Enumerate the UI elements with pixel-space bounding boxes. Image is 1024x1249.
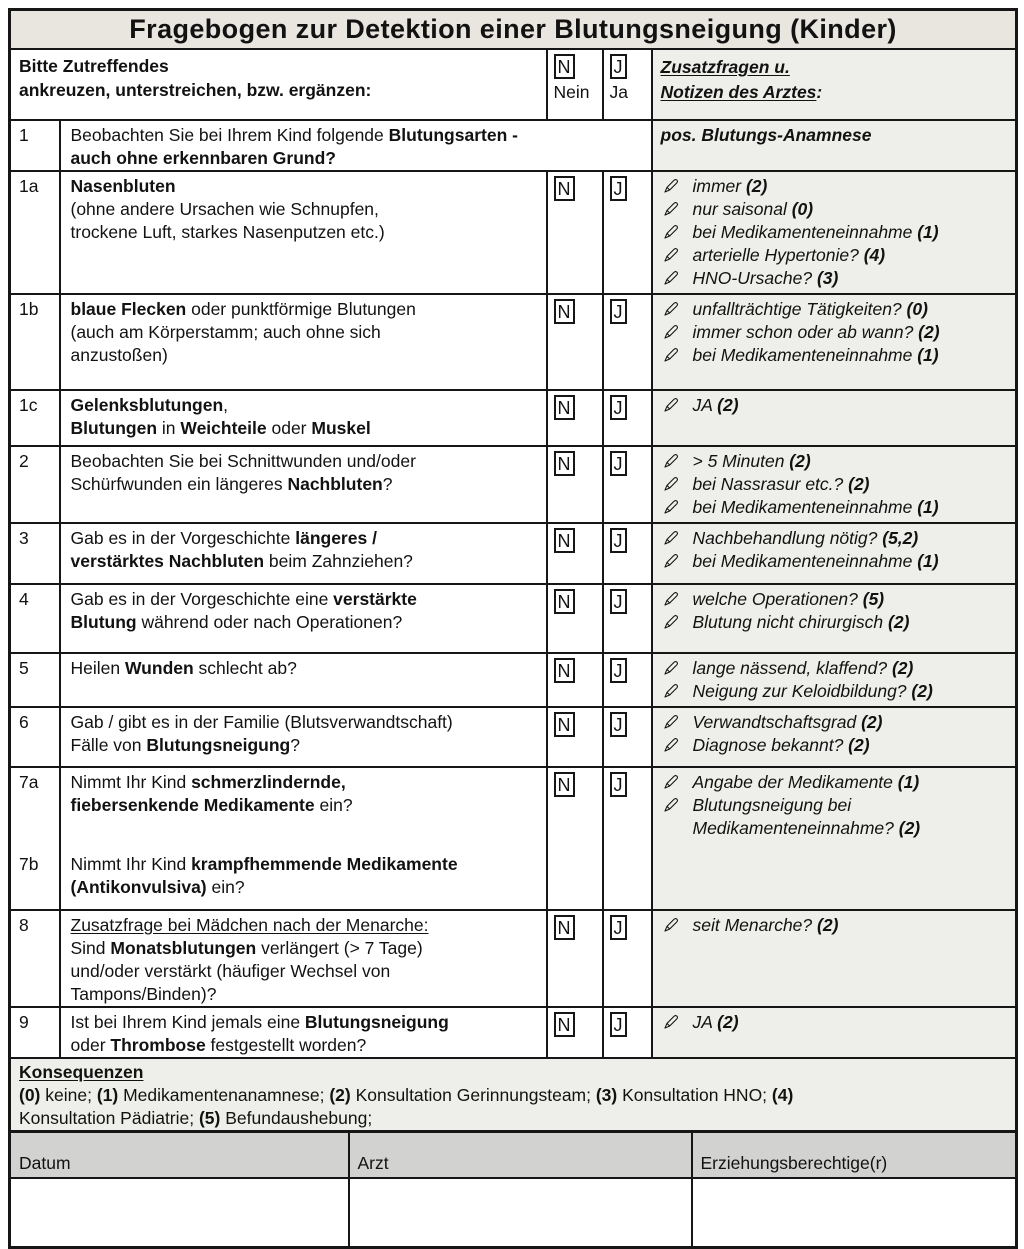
answer-nein-cell	[547, 584, 603, 653]
table-row	[10, 294, 1017, 390]
answer-nein-cell	[547, 767, 603, 910]
question-text: Heilen Wunden schlecht ab?	[60, 653, 547, 707]
doctor-notes-cell	[652, 707, 1017, 767]
pencil-icon	[663, 553, 679, 569]
pencil-icon	[663, 797, 679, 813]
pencil-icon	[663, 737, 679, 753]
note-option[interactable]: Blutungsneigung bei Medikamenteneinnahme? (2)	[661, 794, 1012, 840]
note-option[interactable]: JA (2)	[661, 1011, 1012, 1034]
pencil-icon	[663, 453, 679, 469]
question-number: 1c	[10, 390, 60, 446]
note-option[interactable]: bei Medikamenteneinnahme (1)	[661, 344, 1012, 367]
note-option[interactable]: bei Medikamenteneinnahme (1)	[661, 221, 1012, 244]
answer-nein-cell	[547, 707, 603, 767]
note-option[interactable]: nur saisonal (0)	[661, 198, 1012, 221]
checkbox-ja[interactable]: J	[610, 915, 627, 940]
pencil-icon	[663, 247, 679, 263]
note-option[interactable]: Angabe der Medikamente (1)	[661, 771, 1012, 794]
doctor-notes-cell	[652, 446, 1017, 523]
note-option: pos. Blutungs-Anamnese	[660, 125, 872, 145]
answer-ja-cell	[603, 767, 652, 910]
table-row	[10, 653, 1017, 707]
checkbox-ja[interactable]: J	[610, 54, 627, 79]
pencil-icon	[663, 347, 679, 363]
note-option[interactable]: > 5 Minuten (2)	[661, 450, 1012, 473]
checkbox-ja[interactable]: J	[610, 772, 627, 797]
answer-nein-cell	[547, 1007, 603, 1058]
checkbox-nein[interactable]: N	[554, 712, 575, 737]
question-number: 9	[10, 1007, 60, 1058]
pencil-icon	[663, 476, 679, 492]
note-option[interactable]: seit Menarche? (2)	[661, 914, 1012, 937]
doctor-notes-cell	[652, 294, 1017, 390]
table-row	[10, 49, 1017, 120]
checkbox-nein[interactable]: N	[554, 299, 575, 324]
note-option[interactable]: immer schon oder ab wann? (2)	[661, 321, 1012, 344]
checkbox-nein[interactable]: N	[554, 528, 575, 553]
checkbox-ja[interactable]: J	[610, 451, 627, 476]
note-option[interactable]: Blutung nicht chirurgisch (2)	[661, 611, 1012, 634]
note-option[interactable]: lange nässend, klaffend? (2)	[661, 657, 1012, 680]
pencil-icon	[663, 714, 679, 730]
table-row	[10, 1132, 1017, 1178]
notes-heading: Zusatzfragen u. Notizen des Arztes:	[652, 49, 1017, 120]
answer-ja-cell	[603, 446, 652, 523]
checkbox-nein[interactable]: N	[554, 451, 575, 476]
note-option[interactable]: HNO-Ursache? (3)	[661, 267, 1012, 290]
questionnaire-table	[8, 8, 1018, 1133]
doctor-notes-cell	[652, 523, 1017, 584]
pencil-icon	[663, 201, 679, 217]
answer-nein-cell	[547, 653, 603, 707]
table-row	[10, 390, 1017, 446]
table-row	[10, 10, 1017, 50]
checkbox-nein[interactable]: N	[554, 176, 575, 201]
doctor-notes-cell	[652, 120, 1017, 171]
signature-header-arzt: Arzt	[349, 1132, 692, 1178]
doctor-notes-cell	[652, 390, 1017, 446]
question-text: Gab es in der Vorgeschichte eine verstärkte Blutung während oder nach Operationen?	[60, 584, 547, 653]
checkbox-nein[interactable]: N	[554, 658, 575, 683]
note-option[interactable]: Diagnose bekannt? (2)	[661, 734, 1012, 757]
answer-nein-cell	[547, 446, 603, 523]
note-option[interactable]: immer (2)	[661, 175, 1012, 198]
doctor-notes-cell	[652, 767, 1017, 910]
checkbox-ja[interactable]: J	[610, 712, 627, 737]
answer-ja-cell	[603, 294, 652, 390]
table-row	[10, 1007, 1017, 1058]
checkbox-nein[interactable]: N	[554, 589, 575, 614]
pencil-icon	[663, 1014, 679, 1030]
note-option[interactable]: Neigung zur Keloidbildung? (2)	[661, 680, 1012, 703]
checkbox-ja[interactable]: J	[610, 299, 627, 324]
answer-ja-cell	[603, 390, 652, 446]
answer-ja-cell	[603, 1007, 652, 1058]
question-text: Ist bei Ihrem Kind jemals eine Blutungsneigung oder Thrombose festgestellt worden?	[60, 1007, 547, 1058]
note-option[interactable]: Verwandtschaftsgrad (2)	[661, 711, 1012, 734]
answer-ja-header-cell	[603, 49, 652, 120]
checkbox-nein[interactable]: N	[554, 1012, 575, 1037]
question-text: Nimmt Ihr Kind schmerzlindernde, fiebersenkende Medikamente ein? Nimmt Ihr Kind krampfhemmende Medikamente (Antikonvulsiva) ein?	[60, 767, 547, 910]
question-text: Zusatzfrage bei Mädchen nach der Menarche: Sind Monatsblutungen verlängert (> 7 Tage) und/oder verstärkt (häufiger Wechsel von Tampons/Binden)?	[60, 910, 547, 1007]
answer-nein-cell	[547, 171, 603, 294]
table-row	[10, 1058, 1017, 1132]
answer-nein-cell	[547, 910, 603, 1007]
answer-ja-cell	[603, 707, 652, 767]
signature-field-datum[interactable]	[10, 1178, 349, 1248]
doctor-notes-cell	[652, 910, 1017, 1007]
table-row	[10, 120, 1017, 171]
question-text: Gab / gibt es in der Familie (Blutsverwandtschaft) Fälle von Blutungsneigung?	[60, 707, 547, 767]
questionnaire-sheet	[8, 8, 1016, 1249]
checkbox-ja[interactable]: J	[610, 176, 627, 201]
consequences-body: (0) keine; (1) Medikamentenanamnese; (2) Konsultation Gerinnungsteam; (3) Konsultation HNO; (4) Konsultation Pädiatrie; (5) Befundaushebung;	[19, 1085, 794, 1128]
answer-nein-cell	[547, 390, 603, 446]
question-number: 7a 7b	[10, 767, 60, 910]
signature-header-datum: Datum	[10, 1132, 349, 1178]
table-row	[10, 707, 1017, 767]
answer-ja-cell	[603, 584, 652, 653]
table-row	[10, 446, 1017, 523]
question-number: 1b	[10, 294, 60, 390]
question-number: 1a	[10, 171, 60, 294]
pencil-icon	[663, 774, 679, 790]
question-text: Beobachten Sie bei Schnittwunden und/oder Schürfwunden ein längeres Nachbluten?	[60, 446, 547, 523]
question-text: Nasenbluten (ohne andere Ursachen wie Schnupfen, trockene Luft, starkes Nasenputzen etc.)	[60, 171, 547, 294]
checkbox-nein[interactable]: N	[554, 54, 575, 79]
pencil-icon	[663, 660, 679, 676]
checkbox-ja[interactable]: J	[610, 1012, 627, 1037]
answer-ja-cell	[603, 910, 652, 1007]
answer-nein-cell	[547, 523, 603, 584]
doctor-notes-cell	[652, 1007, 1017, 1058]
question-number: 3	[10, 523, 60, 584]
checkbox-ja[interactable]: J	[610, 658, 627, 683]
signature-header-erziehungsberechtigte: Erziehungsberechtige(r)	[692, 1132, 1017, 1178]
checkbox-nein[interactable]: N	[554, 772, 575, 797]
pencil-icon	[663, 301, 679, 317]
pencil-icon	[663, 591, 679, 607]
signature-field-erziehungsberechtigte[interactable]	[692, 1178, 1017, 1248]
instruction-text: Bitte Zutreffendes ankreuzen, unterstreichen, bzw. ergänzen:	[10, 49, 547, 120]
note-option[interactable]: bei Medikamenteneinnahme (1)	[661, 550, 1012, 573]
note-option[interactable]: unfallträchtige Tätigkeiten? (0)	[661, 298, 1012, 321]
note-option[interactable]: welche Operationen? (5)	[661, 588, 1012, 611]
signature-table	[8, 1130, 1018, 1249]
table-row	[10, 523, 1017, 584]
question-text: Gelenksblutungen, Blutungen in Weichteile oder Muskel	[60, 390, 547, 446]
answer-ja-cell	[603, 171, 652, 294]
note-option[interactable]: JA (2)	[661, 394, 1012, 417]
question-number: 5	[10, 653, 60, 707]
page-title: Fragebogen zur Detektion einer Blutungsneigung (Kinder)	[10, 10, 1017, 50]
answer-nein-header-cell	[547, 49, 603, 120]
question-number: 4	[10, 584, 60, 653]
note-option[interactable]: arterielle Hypertonie? (4)	[661, 244, 1012, 267]
pencil-icon	[663, 917, 679, 933]
consequences-heading: Konsequenzen	[19, 1062, 144, 1082]
question-number: 2	[10, 446, 60, 523]
ja-label: Ja	[609, 82, 628, 102]
question-number: 1	[10, 120, 60, 171]
doctor-notes-cell	[652, 653, 1017, 707]
answer-nein-cell	[547, 294, 603, 390]
table-row	[10, 584, 1017, 653]
doctor-notes-cell	[652, 171, 1017, 294]
checkbox-ja[interactable]: J	[610, 589, 627, 614]
pencil-icon	[663, 499, 679, 515]
pencil-icon	[663, 270, 679, 286]
question-number: 6	[10, 707, 60, 767]
nein-label: Nein	[553, 82, 590, 102]
question-text: Beobachten Sie bei Ihrem Kind folgende Blutungsarten - auch ohne erkennbaren Grund?	[60, 120, 652, 171]
pencil-icon	[663, 614, 679, 630]
question-text: Gab es in der Vorgeschichte längeres / verstärktes Nachbluten beim Zahnziehen?	[60, 523, 547, 584]
consequences-cell	[10, 1058, 1017, 1132]
question-text: blaue Flecken oder punktförmige Blutungen (auch am Körperstamm; auch ohne sich anzustoßen)	[60, 294, 547, 390]
note-option[interactable]: bei Medikamenteneinnahme (1)	[661, 496, 1012, 519]
checkbox-ja[interactable]: J	[610, 395, 627, 420]
table-row	[10, 1178, 1017, 1248]
answer-ja-cell	[603, 653, 652, 707]
checkbox-ja[interactable]: J	[610, 528, 627, 553]
note-option[interactable]: bei Nassrasur etc.? (2)	[661, 473, 1012, 496]
checkbox-nein[interactable]: N	[554, 395, 575, 420]
table-row	[10, 767, 1017, 910]
question-number: 8	[10, 910, 60, 1007]
table-row	[10, 910, 1017, 1007]
note-option[interactable]: Nachbehandlung nötig? (5,2)	[661, 527, 1012, 550]
pencil-icon	[663, 683, 679, 699]
pencil-icon	[663, 178, 679, 194]
pencil-icon	[663, 324, 679, 340]
checkbox-nein[interactable]: N	[554, 915, 575, 940]
table-row	[10, 171, 1017, 294]
answer-ja-cell	[603, 523, 652, 584]
signature-field-arzt[interactable]	[349, 1178, 692, 1248]
pencil-icon	[663, 397, 679, 413]
pencil-icon	[663, 224, 679, 240]
doctor-notes-cell	[652, 584, 1017, 653]
pencil-icon	[663, 530, 679, 546]
